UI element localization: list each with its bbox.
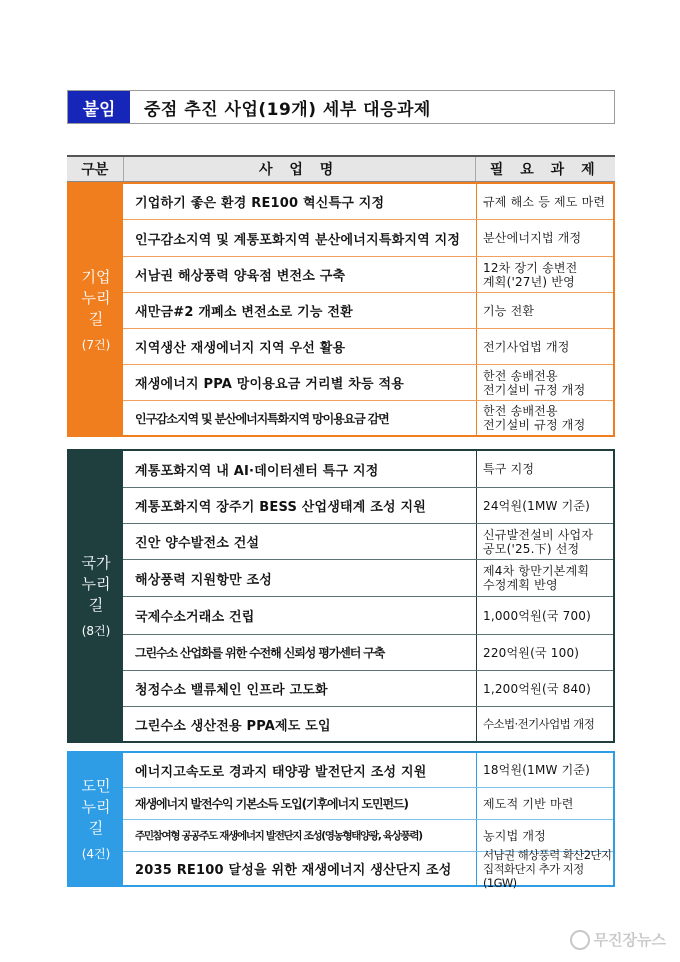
task-text: 신규발전설비 사업자 공모('25.下) 선정 bbox=[483, 527, 594, 556]
table-row bbox=[123, 819, 613, 851]
table-row bbox=[123, 451, 613, 487]
header-project: 사 업 명 bbox=[123, 157, 476, 181]
task-text: 제4차 항만기본계획 수정계획 반영 bbox=[483, 564, 590, 592]
task-text: 1,200억원(국 840) bbox=[483, 681, 592, 696]
task-text: 수소법·전기사업법 개정 bbox=[483, 717, 595, 731]
category-cell bbox=[69, 184, 123, 435]
task-text: 기능 전환 bbox=[483, 303, 535, 318]
table-row bbox=[123, 634, 613, 670]
table-row bbox=[123, 219, 613, 256]
task-text: 24억원(1MW 기준) bbox=[483, 498, 591, 513]
project-name: 에너지고속도로 경과지 태양광 발전단지 조성 지원 bbox=[123, 753, 477, 787]
task-text: 220억원(국 100) bbox=[483, 645, 580, 660]
table-row bbox=[123, 487, 613, 523]
group-national bbox=[67, 449, 615, 743]
project-name: 재생에너지 발전수익 기본소득 도입(기후에너지 도민펀드) bbox=[123, 788, 477, 819]
task-text: 한전 송배전용 전기설비 규정 개정 bbox=[483, 368, 586, 397]
table-row bbox=[123, 256, 613, 292]
project-name: 해상풍력 지원항만 조성 bbox=[123, 560, 477, 596]
attachment-badge: 붙임 bbox=[68, 91, 130, 123]
category-name: 도민 누리길 bbox=[81, 777, 111, 837]
task-text: 서남권 해상풍력 확산2단지 집적화단지 추가 지정(1GW) bbox=[483, 847, 612, 890]
watermark-text: 무진장뉴스 bbox=[593, 931, 666, 949]
project-name: 계통포화지역 장주기 BESS 산업생태계 조성 지원 bbox=[123, 488, 477, 523]
category-cell bbox=[69, 753, 123, 885]
watermark bbox=[570, 929, 666, 950]
table-row bbox=[123, 706, 613, 741]
task-text: 규제 해소 등 제도 마련 bbox=[483, 194, 606, 209]
table-row bbox=[123, 400, 613, 435]
logo-icon bbox=[570, 930, 590, 950]
table-row bbox=[123, 596, 613, 634]
task-text: 농지법 개정 bbox=[483, 828, 546, 843]
category-name: 국가 누리길 bbox=[81, 554, 111, 614]
table-row bbox=[123, 328, 613, 364]
category-count: (7건) bbox=[81, 337, 111, 352]
project-name: 2035 RE100 달성을 위한 재생에너지 생산단지 조성 bbox=[123, 852, 477, 885]
project-name: 지역생산 재생에너지 지역 우선 활용 bbox=[123, 329, 477, 364]
group-citizen bbox=[67, 751, 615, 890]
project-name: 그린수소 생산전용 PPA제도 도입 bbox=[123, 707, 477, 741]
project-name: 서남권 해상풍력 양육점 변전소 구축 bbox=[123, 257, 477, 292]
title-bar bbox=[67, 90, 615, 124]
project-name: 인구감소지역 및 계통포화지역 분산에너지특화지역 지정 bbox=[123, 220, 477, 256]
table-row bbox=[123, 753, 613, 787]
task-text: 18억원(1MW 기준) bbox=[483, 763, 591, 777]
table-row bbox=[123, 670, 613, 706]
header-task: 필 요 과 제 bbox=[489, 162, 601, 178]
project-name: 국제수소거래소 건립 bbox=[123, 597, 477, 634]
table-row bbox=[123, 847, 613, 890]
project-name: 진안 양수발전소 건설 bbox=[123, 524, 477, 559]
table-row bbox=[123, 787, 613, 819]
table-row bbox=[123, 523, 613, 559]
header-category: 구분 bbox=[81, 162, 109, 178]
task-text: 제도적 기반 마련 bbox=[483, 796, 574, 811]
project-name: 주민참여형 공공주도 재생에너지 발전단지 조성(영농형태양광, 육상풍력) bbox=[123, 820, 477, 851]
category-name: 기업 누리길 bbox=[81, 267, 111, 328]
project-name: 청정수소 밸류체인 인프라 고도화 bbox=[123, 671, 477, 706]
group-enterprise bbox=[67, 182, 615, 437]
project-name: 기업하기 좋은 환경 RE100 혁신특구 지정 bbox=[123, 184, 477, 219]
category-count: (8건) bbox=[81, 624, 111, 638]
task-text: 12차 장기 송변전 계획('27년) 반영 bbox=[483, 260, 578, 289]
table-header bbox=[67, 155, 615, 182]
task-text: 1,000억원(국 700) bbox=[483, 608, 592, 623]
table-row bbox=[123, 364, 613, 400]
task-text: 한전 송배전용 전기설비 규정 개정 bbox=[483, 404, 586, 432]
table-row bbox=[123, 559, 613, 596]
project-name: 새만금#2 개폐소 변전소로 기능 전환 bbox=[123, 293, 477, 328]
task-text: 전기사업법 개정 bbox=[483, 339, 570, 354]
project-name: 계통포화지역 내 AI·데이터센터 특구 지정 bbox=[123, 451, 477, 487]
task-text: 특구 지정 bbox=[483, 462, 535, 476]
category-count: (4건) bbox=[81, 847, 111, 861]
page-title: 중점 추진 사업(19개) 세부 대응과제 bbox=[144, 99, 431, 120]
task-text: 분산에너지법 개정 bbox=[483, 231, 582, 245]
table-row bbox=[123, 184, 613, 219]
project-name: 그린수소 산업화를 위한 수전해 신뢰성 평가센터 구축 bbox=[123, 635, 477, 670]
project-name: 인구감소지역 및 분산에너지특화지역 망이용요금 감면 bbox=[123, 401, 477, 435]
table-row bbox=[123, 292, 613, 328]
category-cell bbox=[69, 451, 123, 741]
project-name: 재생에너지 PPA 망이용요금 거리별 차등 적용 bbox=[123, 365, 477, 400]
